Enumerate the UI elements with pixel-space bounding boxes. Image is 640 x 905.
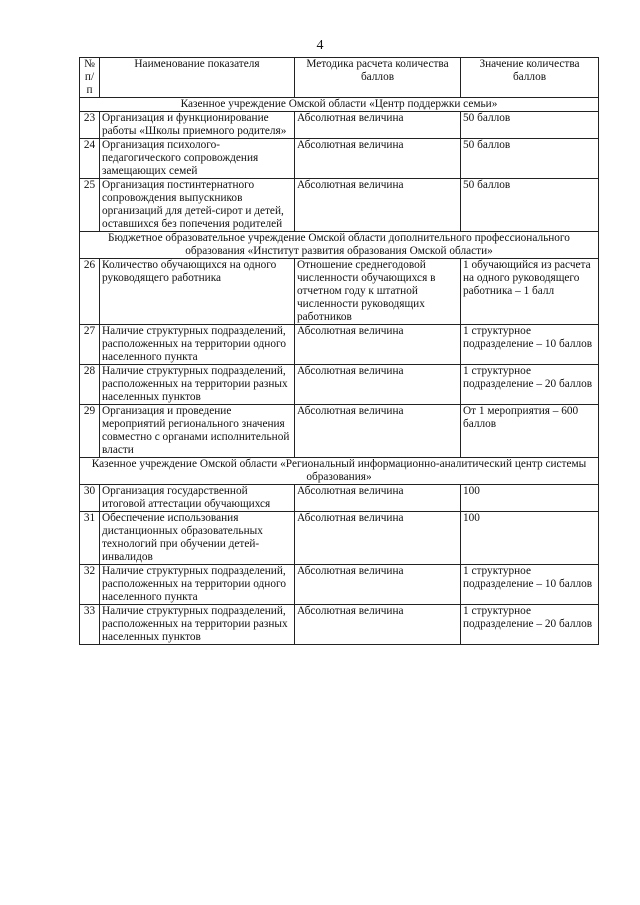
indicator-name: Наличие структурных подразделений, расположенных на территории разных населенных пунктов bbox=[100, 605, 295, 645]
table-row bbox=[80, 112, 599, 139]
section-row bbox=[80, 232, 599, 259]
points-value: 1 структурное подразделение – 10 баллов bbox=[461, 325, 599, 365]
row-number: 33 bbox=[80, 605, 100, 645]
table-row bbox=[80, 605, 599, 645]
row-number: 31 bbox=[80, 512, 100, 565]
calculation-method: Абсолютная величина bbox=[295, 405, 461, 458]
table-row bbox=[80, 485, 599, 512]
calculation-method: Абсолютная величина bbox=[295, 139, 461, 179]
table-header-row bbox=[80, 58, 599, 98]
points-value: От 1 мероприятия – 600 баллов bbox=[461, 405, 599, 458]
indicator-name: Организация и проведение мероприятий регионального значения совместно с органами исполнительной власти bbox=[100, 405, 295, 458]
indicator-name: Наличие структурных подразделений, расположенных на территории разных населенных пунктов bbox=[100, 365, 295, 405]
calculation-method: Абсолютная величина bbox=[295, 485, 461, 512]
page-number: 4 bbox=[316, 38, 324, 53]
points-value: 1 обучающийся из расчета на одного руководящего работника – 1 балл bbox=[461, 259, 599, 325]
calculation-method: Абсолютная величина bbox=[295, 565, 461, 605]
calculation-method: Абсолютная величина bbox=[295, 325, 461, 365]
table-row bbox=[80, 365, 599, 405]
section-row bbox=[80, 458, 599, 485]
row-number: 24 bbox=[80, 139, 100, 179]
table-row bbox=[80, 139, 599, 179]
calculation-method: Абсолютная величина bbox=[295, 179, 461, 232]
indicator-name: Обеспечение использования дистанционных образовательных технологий при обучении детей-инвалидов bbox=[100, 512, 295, 565]
points-value: 100 bbox=[461, 512, 599, 565]
indicator-name: Количество обучающихся на одного руководящего работника bbox=[100, 259, 295, 325]
points-value: 1 структурное подразделение – 20 баллов bbox=[461, 365, 599, 405]
row-number: 32 bbox=[80, 565, 100, 605]
table-row bbox=[80, 565, 599, 605]
points-value: 1 структурное подразделение – 20 баллов bbox=[461, 605, 599, 645]
points-value: 1 структурное подразделение – 10 баллов bbox=[461, 565, 599, 605]
section-title: Казенное учреждение Омской области «Центр поддержки семьи» bbox=[80, 98, 599, 112]
points-value: 50 баллов bbox=[461, 139, 599, 179]
indicator-name: Организация и функционирование работы «Школы приемного родителя» bbox=[100, 112, 295, 139]
table-row bbox=[80, 405, 599, 458]
row-number: 28 bbox=[80, 365, 100, 405]
points-value: 100 bbox=[461, 485, 599, 512]
row-number: 30 bbox=[80, 485, 100, 512]
calculation-method: Абсолютная величина bbox=[295, 512, 461, 565]
table-row bbox=[80, 512, 599, 565]
table-row bbox=[80, 259, 599, 325]
row-number: 29 bbox=[80, 405, 100, 458]
indicator-name: Организация постинтернатного сопровождения выпускников организаций для детей-сирот и детей, оставшихся без попечения родителей bbox=[100, 179, 295, 232]
table-body bbox=[80, 98, 599, 645]
row-number: 25 bbox=[80, 179, 100, 232]
indicator-name: Наличие структурных подразделений, расположенных на территории одного населенного пункта bbox=[100, 565, 295, 605]
table-row bbox=[80, 325, 599, 365]
header-value: Значение количества баллов bbox=[461, 58, 599, 98]
table-row bbox=[80, 179, 599, 232]
header-method: Методика расчета количества баллов bbox=[295, 58, 461, 98]
header-num: № п/п bbox=[80, 58, 100, 98]
points-value: 50 баллов bbox=[461, 179, 599, 232]
points-value: 50 баллов bbox=[461, 112, 599, 139]
indicators-table bbox=[79, 57, 599, 645]
indicator-name: Организация государственной итоговой аттестации обучающихся bbox=[100, 485, 295, 512]
section-row bbox=[80, 98, 599, 112]
row-number: 27 bbox=[80, 325, 100, 365]
calculation-method: Абсолютная величина bbox=[295, 605, 461, 645]
indicator-name: Организация психолого-педагогического сопровождения замещающих семей bbox=[100, 139, 295, 179]
calculation-method: Отношение среднегодовой численности обучающихся в отчетном году к штатной численности руководящих работников bbox=[295, 259, 461, 325]
calculation-method: Абсолютная величина bbox=[295, 112, 461, 139]
row-number: 23 bbox=[80, 112, 100, 139]
section-title: Казенное учреждение Омской области «Региональный информационно-аналитический центр системы образования» bbox=[80, 458, 599, 485]
indicator-name: Наличие структурных подразделений, расположенных на территории одного населенного пункта bbox=[100, 325, 295, 365]
calculation-method: Абсолютная величина bbox=[295, 365, 461, 405]
section-title: Бюджетное образовательное учреждение Омской области дополнительного профессионального образования «Институт развития образования Омской области» bbox=[80, 232, 599, 259]
row-number: 26 bbox=[80, 259, 100, 325]
header-name: Наименование показателя bbox=[100, 58, 295, 98]
